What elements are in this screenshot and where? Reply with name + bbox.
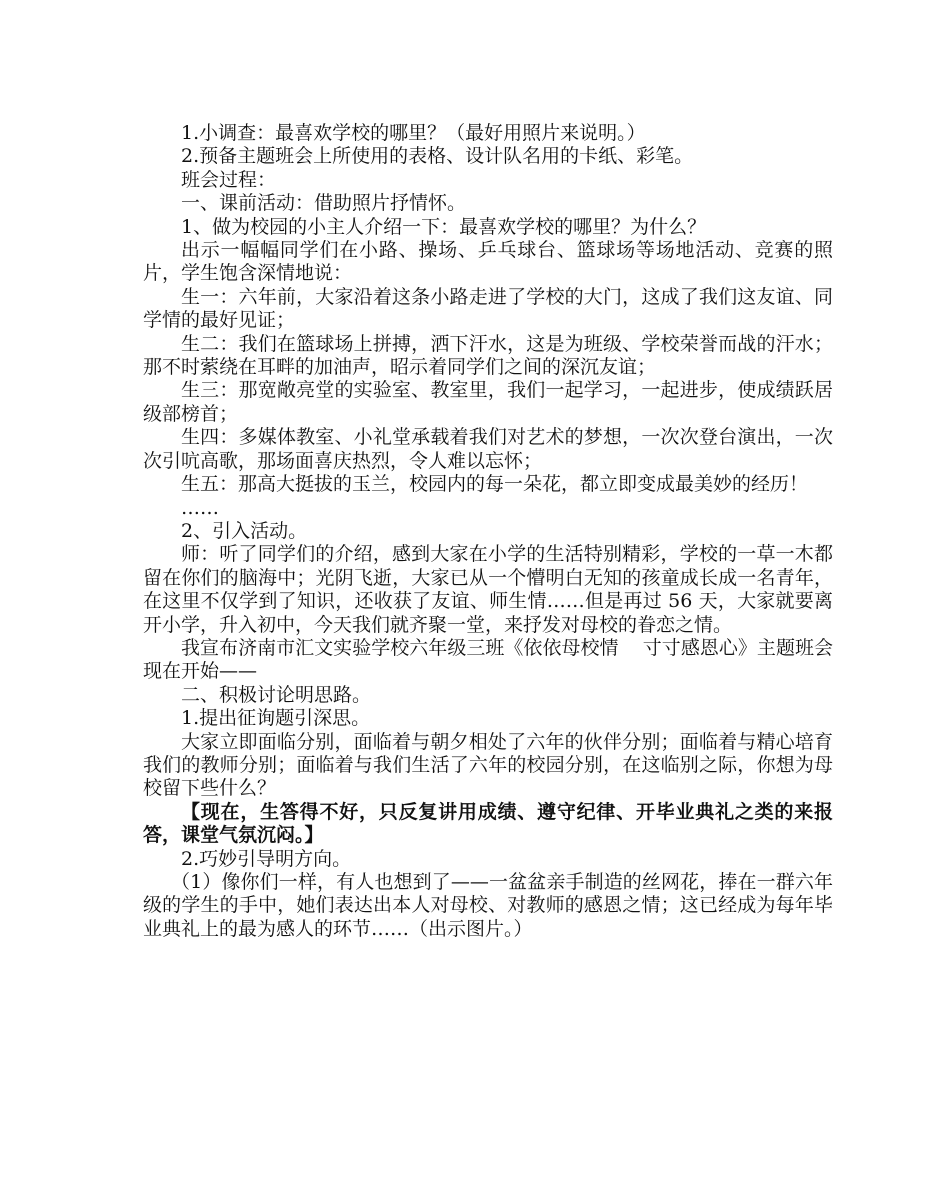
section-heading-process: 班会过程： [181, 168, 277, 191]
paragraph-survey: 1.小调查：最喜欢学校的哪里？（最好用照片来说明。） [181, 122, 646, 144]
paragraph-step-1: 1、做为校园的小主人介绍一下：最喜欢学校的哪里？为什么？ [181, 215, 707, 238]
paragraph-observation-note: 【现在，生答得不好，只反复讲用成绩、遵守纪律、开毕业典礼之类的来报答，课堂气氛沉闷。】 [143, 800, 833, 847]
paragraph-student-2: 生二：我们在篮球场上拼搏，洒下汗水，这是为班级、学校荣誉而战的汗水；那不时萦绕在耳畔的加油声，昭示着同学们之间的深沉友谊； [143, 332, 833, 379]
paragraph-guidance: 2.巧妙引导明方向。 [181, 847, 352, 870]
paragraph-farewell: 大家立即面临分别，面临着与朝夕相处了六年的伙伴分别；面临着与精心培育我们的教师分别；面临着与我们生活了六年的校园分别，在这临别之际，你想为母校留下些什么？ [143, 730, 833, 800]
paragraph-step-2: 2、引入活动。 [181, 519, 308, 542]
paragraph-student-5: 生五：那高大挺拔的玉兰，校园内的每一朵花，都立即变成最美妙的经历！ [181, 473, 809, 496]
paragraph-student-3: 生三：那宽敞亮堂的实验室、教室里，我们一起学习，一起进步，使成绩跃居级部榜首； [143, 379, 833, 425]
paragraph-preparation: 2.预备主题班会上所使用的表格、设计队名用的卡纸、彩笔。 [181, 145, 694, 168]
document-page [143, 122, 833, 941]
paragraph-teacher: 师：听了同学们的介绍，感到大家在小学的生活特别精彩，学校的一草一木都留在你们的脑海中；光阴飞逝，大家已从一个懵明白无知的孩童成长成一名青年，在这里不仅学到了知识，还收获了友谊、师生情……但是再过 56 天，大家就要离开小学，升入初中，今天我们就齐聚一堂，来抒发对母校的眷恋之情。 [143, 543, 833, 636]
paragraph-question: 1.提出征询题引深思。 [181, 707, 371, 730]
paragraph-example: （1）像你们一样，有人也想到了——一盆盆亲手制造的丝网花，捧在一群六年级的学生的手中，她们表达出本人对母校、对教师的感恩之情；这已经成为每年毕业典礼上的最为感人的环节……（出示图片。） [143, 871, 833, 940]
paragraph-ellipsis: …… [181, 496, 219, 519]
paragraph-announcement: 我宣布济南市汇文实验学校六年级三班《依依母校情 寸寸感恩心》主题班会现在开始—— [143, 636, 833, 683]
paragraph-show-photos: 出示一幅幅同学们在小路、操场、乒乓球台、篮球场等场地活动、竞赛的照片，学生饱含深情地说： [143, 239, 833, 285]
section-heading-part-two: 二、积极讨论明思路。 [181, 683, 372, 706]
section-heading-part-one: 一、课前活动：借助照片抒情怀。 [181, 192, 467, 215]
paragraph-student-1: 生一：六年前，大家沿着这条小路走进了学校的大门，这成了我们这友谊、同学情的最好见证； [143, 285, 833, 332]
paragraph-student-4: 生四：多媒体教室、小礼堂承载着我们对艺术的梦想，一次次登台演出，一次次引吭高歌，那场面喜庆热烈，令人难以忘怀； [143, 426, 833, 472]
